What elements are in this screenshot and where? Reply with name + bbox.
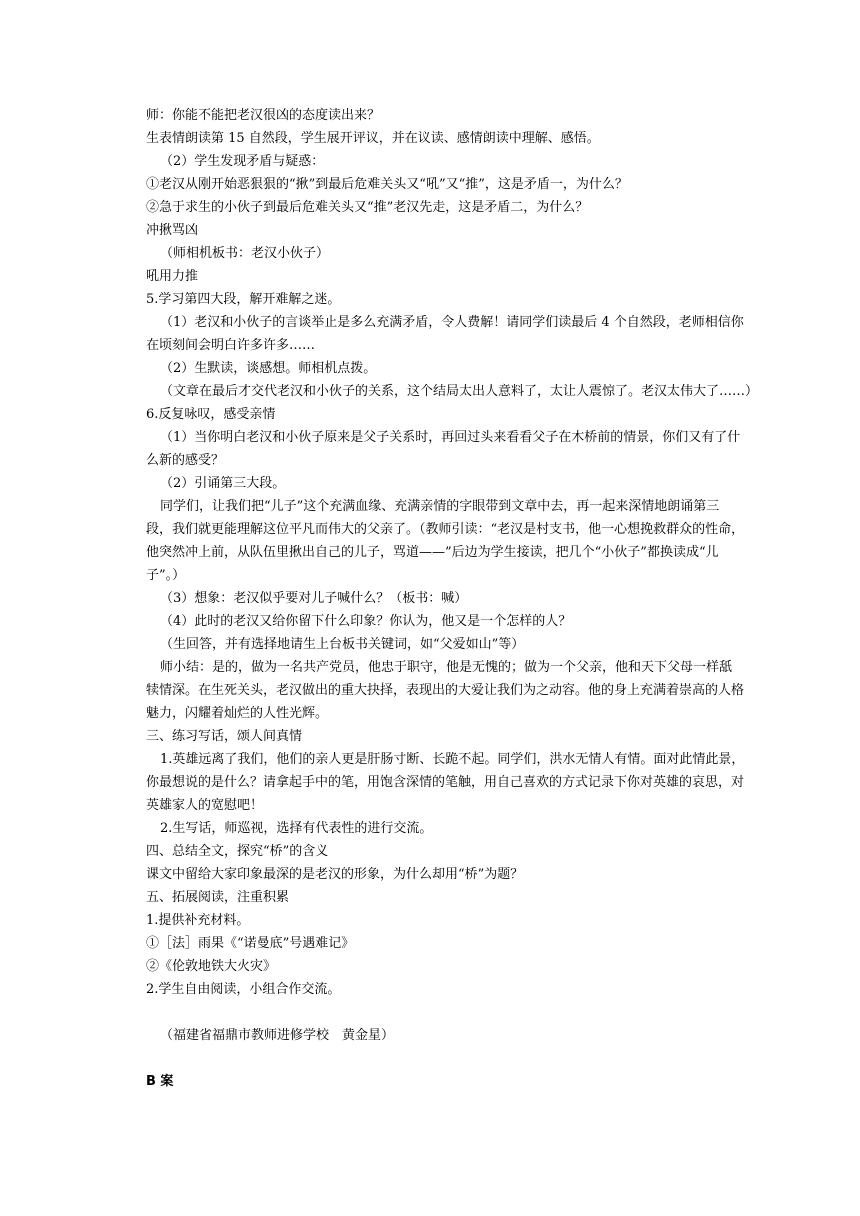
text-line: 1.英雄远离了我们，他们的亲人更是肝肠寸断、长跪不起。同学们，洪水无情人有情。面对此情此景， xyxy=(160,752,745,767)
text-line: 犊情深。在生死关头，老汉做出的重大抉择，表现出的大爱让我们为之动容。他的身上充满着崇高的人格 xyxy=(146,683,745,698)
section-heading-b: B 案 xyxy=(146,1074,174,1089)
text-line: （2）引诵第三大段。 xyxy=(160,476,286,491)
section-heading: 五、拓展阅读，注重积累 xyxy=(146,890,290,905)
text-line: 2.学生自由阅读，小组合作交流。 xyxy=(146,982,341,997)
text-line: ①老汉从刚开始恶狠狠的“揪”到最后危难关头又“吼”又“推”，这是矛盾一，为什么？ xyxy=(146,177,628,192)
text-line: （3）想象：老汉似乎要对儿子喊什么？（板书：喊） xyxy=(160,591,468,606)
text-line: 冲揪骂凶 xyxy=(146,223,199,238)
text-line: （1）老汉和小伙子的言谈举止是多么充满矛盾，令人费解！请同学们读最后 4 个自然段，老师相信你 xyxy=(160,315,744,330)
text-line: ②急于求生的小伙子到最后危难关头又“推”老汉先走，这是矛盾二，为什么？ xyxy=(146,200,589,215)
author-line: （福建省福鼎市教师进修学校 黄金星） xyxy=(160,1028,395,1043)
text-line: 师小结：是的，做为一名共产党员，他忠于职守，他是无愧的；做为一个父亲，他和天下父母一样舐 xyxy=(160,660,733,675)
text-line: 生表情朗读第 15 自然段，学生展开评议，并在议读、感情朗读中理解、感悟。 xyxy=(146,131,600,146)
text-line: 2.生写话，师巡视，选择有代表性的进行交流。 xyxy=(160,821,433,836)
text-line: （师相机板书：老汉小伙子） xyxy=(160,246,330,261)
text-line: （生回答，并有选择地请生上台板书关键词，如“父爱如山”等） xyxy=(160,637,525,652)
text-line: 课文中留给大家印象最深的是老汉的形象，为什么却用“桥”为题？ xyxy=(146,867,524,882)
text-line: （1）当你明白老汉和小伙子原来是父子关系时，再回过头来看看父子在木桥前的情景，你们又有了什 xyxy=(160,430,741,445)
text-line: 1.提供补充材料。 xyxy=(146,913,250,928)
text-line: （2）学生发现矛盾与疑惑： xyxy=(160,154,325,169)
text-line: 6.反复咏叹，感受亲情 xyxy=(146,407,276,422)
text-line: 段，我们就更能理解这位平凡而伟大的父亲了。（教师引读：“老汉是村支书，他一心想挽救群众的性命， xyxy=(146,522,745,537)
text-line: 你最想说的是什么？请拿起手中的笔，用饱含深情的笔触，用自己喜欢的方式记录下你对英雄的哀思，对 xyxy=(146,775,745,790)
text-line: 吼用力推 xyxy=(146,269,199,284)
text-line: （2）生默读，谈感想。师相机点拨。 xyxy=(160,361,377,376)
text-line: ①［法］雨果《“诺曼底”号遇难记》 xyxy=(146,936,355,951)
text-line: （文章在最后才交代老汉和小伙子的关系，这个结局太出人意料了，太让人震惊了。老汉太伟大了……） xyxy=(160,384,759,399)
text-line: ②《伦敦地铁大火灾》 xyxy=(146,959,277,974)
text-line: 5.学习第四大段，解开难解之迷。 xyxy=(146,292,341,307)
text-line: 英雄家人的宽慰吧！ xyxy=(146,798,264,813)
text-line: 么新的感受？ xyxy=(146,453,225,468)
text-line: （4）此时的老汉又给你留下什么印象？你认为，他又是一个怎样的人？ xyxy=(160,614,572,629)
text-line: 他突然冲上前，从队伍里揪出自己的儿子，骂道——”后边为学生接读，把几个“小伙子”都换读成“儿 xyxy=(146,545,719,560)
text-line: 魅力，闪耀着灿烂的人性光辉。 xyxy=(146,706,329,721)
section-heading: 三、练习写话，颂人间真情 xyxy=(146,729,303,744)
section-heading: 四、总结全文，探究“桥”的含义 xyxy=(146,844,329,859)
text-line: 师：你能不能把老汉很凶的态度读出来？ xyxy=(146,108,381,123)
text-line: 在顷刻间会明白许多许多…… xyxy=(146,338,316,353)
text-line: 子”。） xyxy=(146,568,186,583)
text-line: 同学们，让我们把“儿子”这个充满血缘、充满亲情的字眼带到文章中去，再一起来深情地朗诵第三 xyxy=(160,499,720,514)
